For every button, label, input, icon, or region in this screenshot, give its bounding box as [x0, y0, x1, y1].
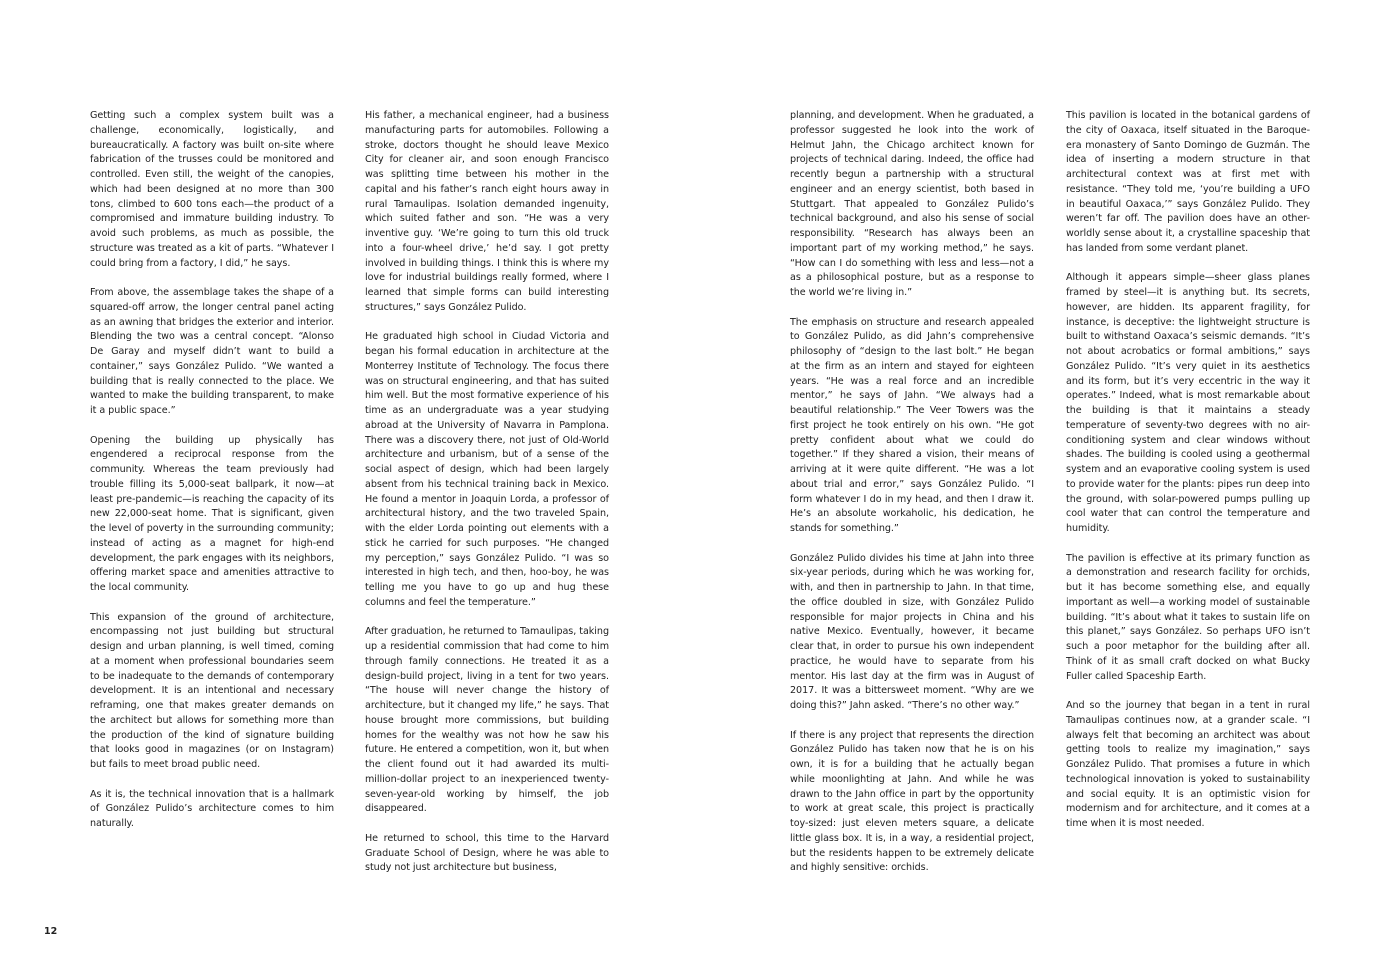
paragraph: And so the journey that began in a tent in rural Tamaulipas continues now, at a grander scale. “I always felt that becoming an architect was about getting tools to realize my imagination,” says González Pulido. That promises a future in which technological innovation is yoked to sustainability and social equity. It is an optimistic vision for modernism and for architecture, and it comes at a time when it is most needed.	[1066, 700, 1310, 829]
paragraph: González Pulido divides his time at Jahn into three six-year periods, during which he was working for, with, and then in partnership to Jahn. In that time, the office doubled in size, with González Pulido responsible for major projects in China and his native Mexico. Eventually, however, it became clear that, in order to pursue his own independent practice, he would have to separate from his mentor. His last day at the firm was in August of 2017. It was a bittersweet moment. “Why are we doing this?” Jahn asked. “There’s no other way.”	[790, 552, 1034, 711]
paragraph: As it is, the technical innovation that is a hallmark of González Pulido’s architecture comes to him naturally.	[90, 788, 334, 829]
paragraph: Opening the building up physically has engendered a reciprocal response from the community. Whereas the team previously had trouble filling its 5,000-seat ballpark, it now—at least pre-pandemic—is reaching the capacity of its new 22,000-seat home. That is significant, given the level of poverty in the surrounding community; instead of acting as a magnet for high-end development, the park engages with its neighbors, offering market space and amenities attractive to the local community.	[90, 434, 334, 593]
paragraph: After graduation, he returned to Tamaulipas, taking up a residential commission that had come to him through family connections. He treated it as a design-build project, living in a tent for two years. “The house will never change the history of architecture, but it changed my life,” he says. That house brought more commissions, but building homes for the wealthy was not how he saw his future. He entered a competition, won it, but when the client found out it had awarded its multi-million-dollar project to an inexperienced twenty-seven-year-old working by himself, the job disappeared.	[365, 626, 609, 815]
paragraph: The pavilion is effective at its primary function as a demonstration and research facility for orchids, but it has become something else, and equally important as well—a working model of sustainable building. “It’s about what it takes to sustain life on this planet,” says González. So perhaps UFO isn’t such a poor metaphor for the building after all. Think of it as small craft docked on what Bucky Fuller called Spaceship Earth.	[1066, 552, 1310, 682]
paragraph: This pavilion is located in the botanical gardens of the city of Oaxaca, itself situated in the Baroque-era monastery of Santo Domingo de Guzmán. The idea of inserting a modern structure in that architectural context was at first met with resistance. “They told me, ‘you’re building a UFO in beautiful Oaxaca,’” says González Pulido. They weren’t far off. The pavilion does have an other-worldly sense about it, a crystalline spaceship that has landed from some verdant planet.	[1066, 110, 1310, 254]
text-column-4	[1066, 109, 1310, 847]
page-number: 12	[44, 926, 58, 937]
paragraph: If there is any project that represents the direction González Pulido has taken now that he is on his own, it is for a building that he actually began while moonlighting at Jahn. And while he was drawn to the Jahn office in part by the opportunity to work at great scale, this project is practically toy-sized: just eleven meters square, a delicate little glass box. It is, in a way, a residential project, but the residents happen to be extremely delicate and highly sensitive: orchids.	[790, 729, 1034, 874]
page-gutter	[699, 0, 701, 980]
paragraph: Getting such a complex system built was a challenge, economically, logistically, and bureaucratically. A factory was built on-site where fabrication of the trusses could be monitored and controlled. Even still, the weight of the canopies, which had been designed at no more than 300 tons, climbed to 600 tons each—the product of a compromised and immature building industry. To avoid such problems, as much as possible, the structure was treated as a kit of parts. “Whatever I could bring from a factory, I did,” he says.	[90, 110, 334, 269]
paragraph: He graduated high school in Ciudad Victoria and began his formal education in architecture at the Monterrey Institute of Technology. The focus there was on structural engineering, and that has suited him well. But the most formative experience of his time as an undergraduate was a year studying abroad at the University of Navarra in Pamplona. There was a discovery there, not just of Old-World architecture and urbanism, but of a sense of the social aspect of design, which had been largely absent from his technical training back in Mexico. He found a mentor in Joaquin Lorda, a professor of architectural history, and the two traveled Spain, with the elder Lorda pointing out elements with a stick he carried for such purposes. “He changed my perception,” says González Pulido. “I was so interested in high tech, and then, hoo-boy, he was telling me you have to go up and hug these columns and feel the temperature.”	[365, 331, 609, 608]
paragraph: The emphasis on structure and research appealed to González Pulido, as did Jahn’s comprehensive philosophy of “design to the last bolt.” He began at the firm as an intern and stayed for eighteen years. “He was a real force and an incredible mentor,” he says of Jahn. “We always had a beautiful relationship.” The Veer Towers was the first project he took entirely on his own. “He got pretty confident about what we could do together.” If they shared a vision, their means of arriving at it were quite different. “He was a lot about trial and error,” says González Pulido. “I form whatever I do in my head, and then I draw it. He’s an absolute workaholic, his dedication, he stands for something.”	[790, 316, 1034, 534]
text-column-3	[790, 109, 1034, 891]
text-column-2	[365, 109, 609, 891]
text-column-1	[90, 109, 334, 847]
paragraph: From above, the assemblage takes the shape of a squared-off arrow, the longer central panel acting as an awning that bridges the exterior and interior. Blending the two was a central concept. “Alonso De Garay and myself didn’t want to build a container,” says González Pulido. “We wanted a building that is really connected to the place. We wanted to make the building transparent, to make it a public space.”	[90, 287, 334, 416]
paragraph: He returned to school, this time to the Harvard Graduate School of Design, where he was able to study not just architecture but business,	[365, 832, 609, 874]
paragraph: Although it appears simple—sheer glass planes framed by steel—it is anything but. Its secrets, however, are hidden. Its apparent fragility, for instance, is deceptive: the lightweight structure is built to withstand Oaxaca’s seismic demands. “It’s not about acrobatics or formal ambitions,” says González Pulido. “It’s very quiet in its aesthetics and its form, but it’s very eccentric in the way it operates.” Indeed, what is most remarkable about the building is that it maintains a steady temperature of seventy-two degrees with no air-conditioning system and clear windows without shades. The building is cooled using a geothermal system and an evaporative cooling system is used to provide water for the plants: pipes run deep into the ground, with solar-powered pumps pulling up cool water that can control the temperature and humidity.	[1066, 272, 1310, 534]
paragraph: This expansion of the ground of architecture, encompassing not just building but structural design and urban planning, is well timed, coming at a moment when professional boundaries seem to be inadequate to the demands of contemporary development. It is an intentional and necessary reframing, one that makes greater demands on the architect but allows for something more than the production of the kind of signature building that looks good in magazines (or on Instagram) but fails to meet broad public need.	[90, 611, 334, 770]
paragraph: His father, a mechanical engineer, had a business manufacturing parts for automobiles. Following a stroke, doctors thought he should leave Mexico City for cleaner air, and soon enough Francisco was splitting time between his mother in the capital and his father’s ranch eight hours away in rural Tamaulipas. Isolation demanded ingenuity, which suited father and son. “He was a very inventive guy. ‘We’re going to turn this old truck into a four-wheel drive,’ he’d say. I got pretty involved in building things. I think this is where my love for industrial buildings really formed, where I learned that simple forms can build interesting structures,” says González Pulido.	[365, 110, 609, 313]
paragraph: planning, and development. When he graduated, a professor suggested he look into the work of Helmut Jahn, the Chicago architect known for projects of technical daring. Indeed, the office had recently begun a partnership with a structural engineer and an energy scientist, both based in Stuttgart. That appealed to González Pulido’s technical background, and also his sense of social responsibility. “Research has always been an important part of my working method,” he says. “How can I do something with less and less—not a as a philosophical posture, but as a response to the world we’re living in.”	[790, 110, 1034, 298]
